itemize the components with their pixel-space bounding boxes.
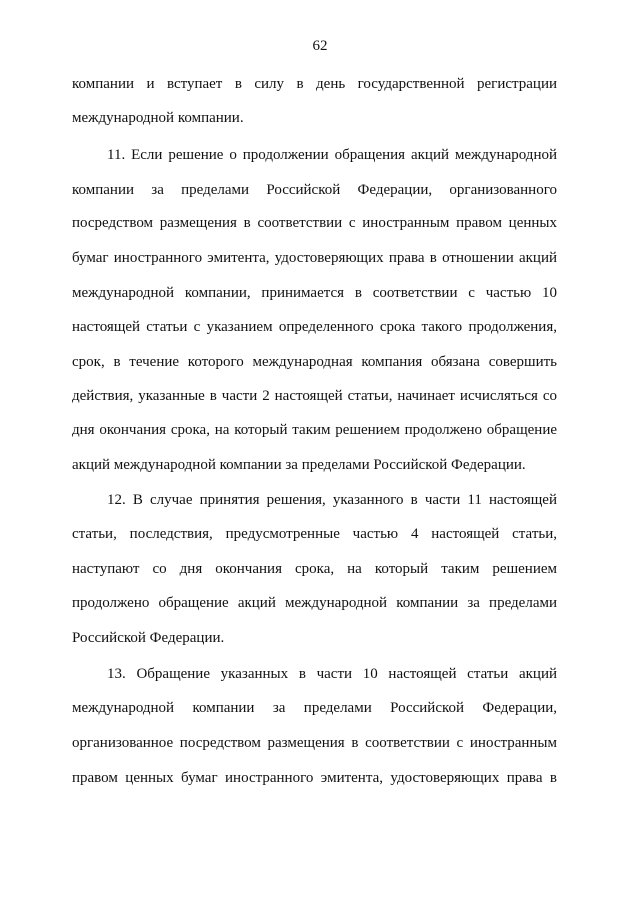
text-line: посредством размещения в соответствии с иностранным правом ценных [72,215,557,231]
text-line: действия, указанные в части 2 настоящей статьи, начинает исчисляться со [72,388,557,404]
text-line: Российской Федерации. [72,630,225,646]
text-line: международной компании, принимается в соответствии с частью 10 [72,285,557,301]
paragraph-11-start: 11. Если решение о продолжении обращения акций международной [107,147,557,163]
text-line: правом ценных бумаг иностранного эмитента, удостоверяющих права в [72,770,557,786]
page-number: 62 [312,38,328,54]
text-line: организованное посредством размещения в соответствии с иностранным [72,735,557,751]
text-line: компании за пределами Российской Федерации, организованного [72,182,557,198]
text-line: дня окончания срока, на который таким решением продолжено обращение [72,422,557,438]
text-line: продолжено обращение акций международной компании за пределами [72,595,557,611]
text-line: международной компании за пределами Российской Федерации, [72,700,557,716]
text-line: компании и вступает в силу в день государственной регистрации [72,76,557,92]
text-line: наступают со дня окончания срока, на который таким решением [72,561,557,577]
paragraph-13-start: 13. Обращение указанных в части 10 настоящей статьи акций [107,666,557,682]
paragraph-12-start: 12. В случае принятия решения, указанного в части 11 настоящей [107,492,557,508]
text-line: статьи, последствия, предусмотренные частью 4 настоящей статьи, [72,526,557,542]
text-line: срок, в течение которого международная компания обязана совершить [72,354,557,370]
text-line: международной компании. [72,110,244,126]
text-line: акций международной компании за пределами Российской Федерации. [72,457,526,473]
text-line: бумаг иностранного эмитента, удостоверяющих права в отношении акций [72,250,557,266]
text-line: настоящей статьи с указанием определенного срока такого продолжения, [72,319,557,335]
